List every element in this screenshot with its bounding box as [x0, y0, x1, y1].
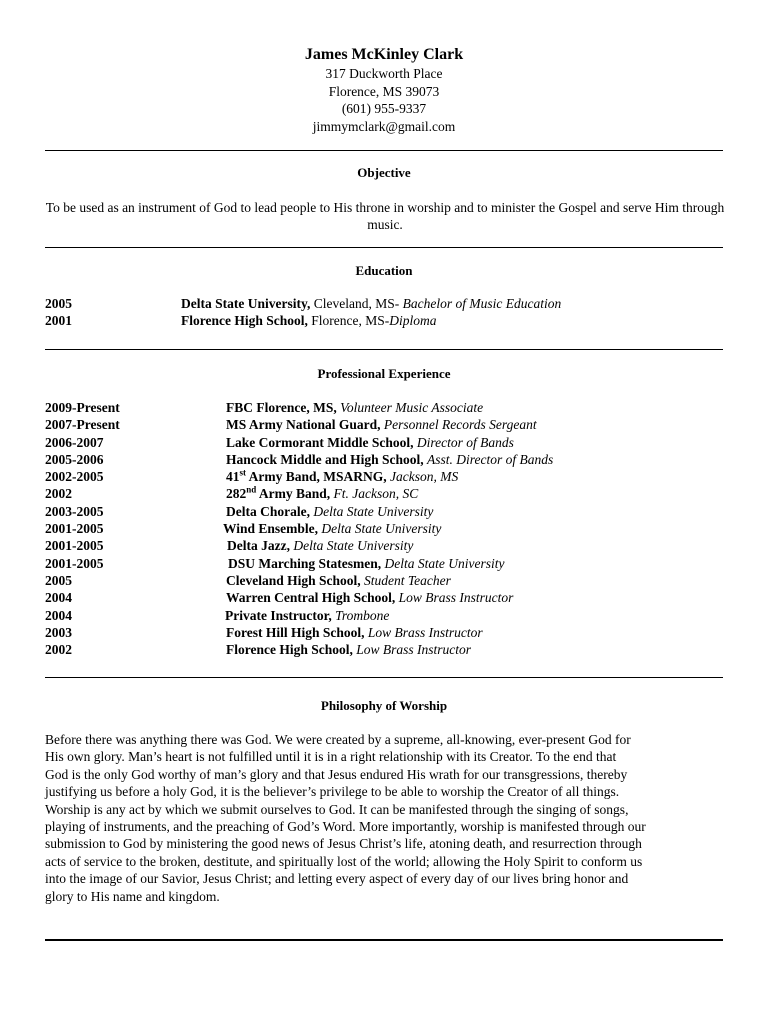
- unit-number: 282: [226, 486, 247, 502]
- experience-row: [45, 434, 725, 451]
- experience-row: [45, 503, 725, 520]
- objective-text: To be used as an instrument of God to lead people to His throne in worship and to minister the Gospel and serve Him through music.: [45, 200, 725, 233]
- education-row: [45, 295, 725, 312]
- address-line-1: 317 Duckworth Place: [325, 66, 443, 81]
- experience-entry: [223, 520, 441, 537]
- position: Jackson, MS: [390, 469, 459, 485]
- experience-row: [45, 589, 725, 606]
- bottom-divider: [45, 939, 723, 941]
- ordinal-suffix: st: [239, 467, 246, 478]
- address-line-2: Florence, MS 39073: [328, 83, 440, 99]
- experience-entry: [226, 399, 483, 416]
- experience-entry: [228, 555, 504, 572]
- organization: Private Instructor,: [225, 607, 332, 623]
- position: Delta State University: [321, 521, 442, 537]
- degree: Diploma: [389, 313, 437, 329]
- experience-years: 2001-2005: [45, 521, 104, 537]
- experience-years: 2007-Present: [45, 417, 120, 433]
- divider: [45, 677, 723, 678]
- experience-years: 2002: [45, 642, 72, 658]
- experience-years: 2009-Present: [45, 400, 120, 415]
- education-year: 2005: [45, 296, 72, 311]
- divider: [45, 349, 723, 350]
- philosophy-line: justifying us before a holy God, it is the believer’s privilege to be able to worship the Creator of all things.: [45, 784, 620, 800]
- experience-row: [45, 572, 725, 589]
- position: Student Teacher: [364, 572, 451, 588]
- philosophy-line: Worship is any act by which we submit ourselves to God. It can be manifested through the singing of songs,: [45, 801, 629, 817]
- education-entry: [181, 295, 561, 312]
- experience-entry: [226, 451, 553, 468]
- experience-row: [45, 607, 725, 624]
- organization: Lake Cormorant Middle School,: [226, 434, 414, 450]
- philosophy-text: [45, 731, 725, 905]
- organization: Wind Ensemble,: [223, 521, 319, 537]
- organization: MS Army National Guard,: [226, 417, 381, 433]
- experience-years: 2004: [45, 590, 72, 606]
- experience-years: 2001-2005: [45, 538, 104, 554]
- education-title: Education: [355, 263, 413, 278]
- experience-title: Professional Experience: [317, 366, 451, 381]
- divider: [45, 247, 723, 248]
- experience-entry: [226, 572, 451, 589]
- experience-entry: [226, 641, 471, 658]
- contact-header: [0, 45, 768, 135]
- organization: Cleveland High School,: [226, 572, 361, 588]
- organization: Forest Hill High School,: [226, 624, 365, 640]
- experience-entry: [226, 503, 433, 520]
- experience-years: 2003: [45, 624, 72, 640]
- position: Low Brass Instructor: [367, 624, 483, 640]
- school-location: Cleveland, MS-: [310, 296, 403, 311]
- experience-row: [45, 520, 725, 537]
- position: Director of Bands: [416, 434, 514, 450]
- organization: [226, 486, 330, 501]
- organization: [226, 469, 387, 484]
- ordinal-suffix: nd: [246, 484, 257, 495]
- experience-row: [45, 451, 725, 468]
- experience-row: [45, 537, 725, 554]
- organization: DSU Marching Statesmen,: [228, 555, 382, 571]
- philosophy-line: submission to God by ministering the good news of Jesus Christ’s life, atoning death, and resurrection through: [45, 836, 642, 852]
- organization: Warren Central High School,: [226, 590, 396, 606]
- phone-number: (601) 955-9337: [341, 101, 427, 116]
- experience-row: [45, 641, 725, 658]
- education-row: [45, 312, 725, 329]
- experience-row: [45, 555, 725, 572]
- philosophy-line: His own glory. Man’s heart is not fulfilled until it is in a right relationship with its Creator. To the end that: [45, 749, 617, 765]
- experience-years: 2001-2005: [45, 555, 104, 571]
- philosophy-line: acts of service to the broken, destitute, and spiritually lost of the world; allowing the Holy Spirit to conform us: [45, 853, 643, 869]
- school-location: Florence, MS-: [307, 313, 390, 329]
- unit-name: Army Band,: [256, 486, 331, 502]
- unit-name: Army Band, MSARNG,: [246, 469, 387, 485]
- experience-row: [45, 485, 725, 502]
- philosophy-line: into the image of our Savior, Jesus Christ; and letting every aspect of every day of our lives bring honor and: [45, 871, 629, 887]
- position: Personnel Records Sergeant: [383, 417, 537, 433]
- philosophy-line: God is the only God worthy of man’s glory and that Jesus endured His wrath for our transgressions, thereby: [45, 766, 628, 782]
- position: Delta State University: [313, 503, 434, 519]
- email-address: jimmymclark@gmail.com: [312, 118, 456, 134]
- position: Asst. Director of Bands: [427, 451, 554, 467]
- school-name: Delta State University,: [181, 296, 311, 311]
- candidate-name: James McKinley Clark: [304, 46, 464, 63]
- divider: [45, 150, 723, 151]
- philosophy-line: playing of instruments, and the preaching of God’s Word. More importantly, worship is manifested through our: [45, 819, 646, 835]
- experience-entry: [226, 624, 483, 641]
- experience-entry: [226, 416, 537, 433]
- position: Ft. Jackson, SC: [333, 486, 419, 502]
- education-entry: [181, 312, 437, 329]
- position: Low Brass Instructor: [398, 590, 514, 606]
- experience-entry: [226, 468, 458, 485]
- education-list: [45, 295, 725, 330]
- experience-entry: [227, 537, 413, 554]
- school-name: Florence High School,: [181, 313, 308, 329]
- unit-number: 41: [226, 469, 240, 485]
- experience-list: [45, 399, 725, 658]
- experience-years: 2002-2005: [45, 469, 104, 485]
- position: Volunteer Music Associate: [340, 400, 484, 415]
- experience-entry: [226, 485, 418, 502]
- degree: Bachelor of Music Education: [402, 296, 562, 311]
- experience-row: [45, 624, 725, 641]
- experience-row: [45, 399, 725, 416]
- experience-row: [45, 468, 725, 485]
- organization: FBC Florence, MS,: [226, 400, 337, 415]
- philosophy-title: Philosophy of Worship: [320, 698, 448, 713]
- experience-years: 2005-2006: [45, 451, 104, 467]
- experience-years: 2005: [45, 572, 72, 588]
- philosophy-line: Before there was anything there was God. We were created by a supreme, all-knowing, ever-present God for: [45, 732, 631, 747]
- position: Low Brass Instructor: [356, 642, 472, 658]
- position: Delta State University: [384, 555, 505, 571]
- experience-entry: [226, 434, 514, 451]
- organization: Delta Chorale,: [226, 503, 310, 519]
- experience-entry: [226, 589, 513, 606]
- experience-years: 2006-2007: [45, 434, 104, 450]
- experience-years: 2002: [45, 486, 72, 502]
- position: Trombone: [335, 607, 390, 623]
- experience-years: 2003-2005: [45, 503, 104, 519]
- experience-row: [45, 416, 725, 433]
- education-year: 2001: [45, 313, 72, 329]
- philosophy-line: glory to His name and kingdom.: [45, 888, 220, 904]
- experience-years: 2004: [45, 607, 72, 623]
- position: Delta State University: [293, 538, 414, 554]
- organization: Florence High School,: [226, 642, 353, 658]
- organization: Delta Jazz,: [227, 538, 290, 554]
- organization: Hancock Middle and High School,: [226, 451, 424, 467]
- experience-entry: [225, 607, 389, 624]
- objective-title: Objective: [357, 165, 411, 180]
